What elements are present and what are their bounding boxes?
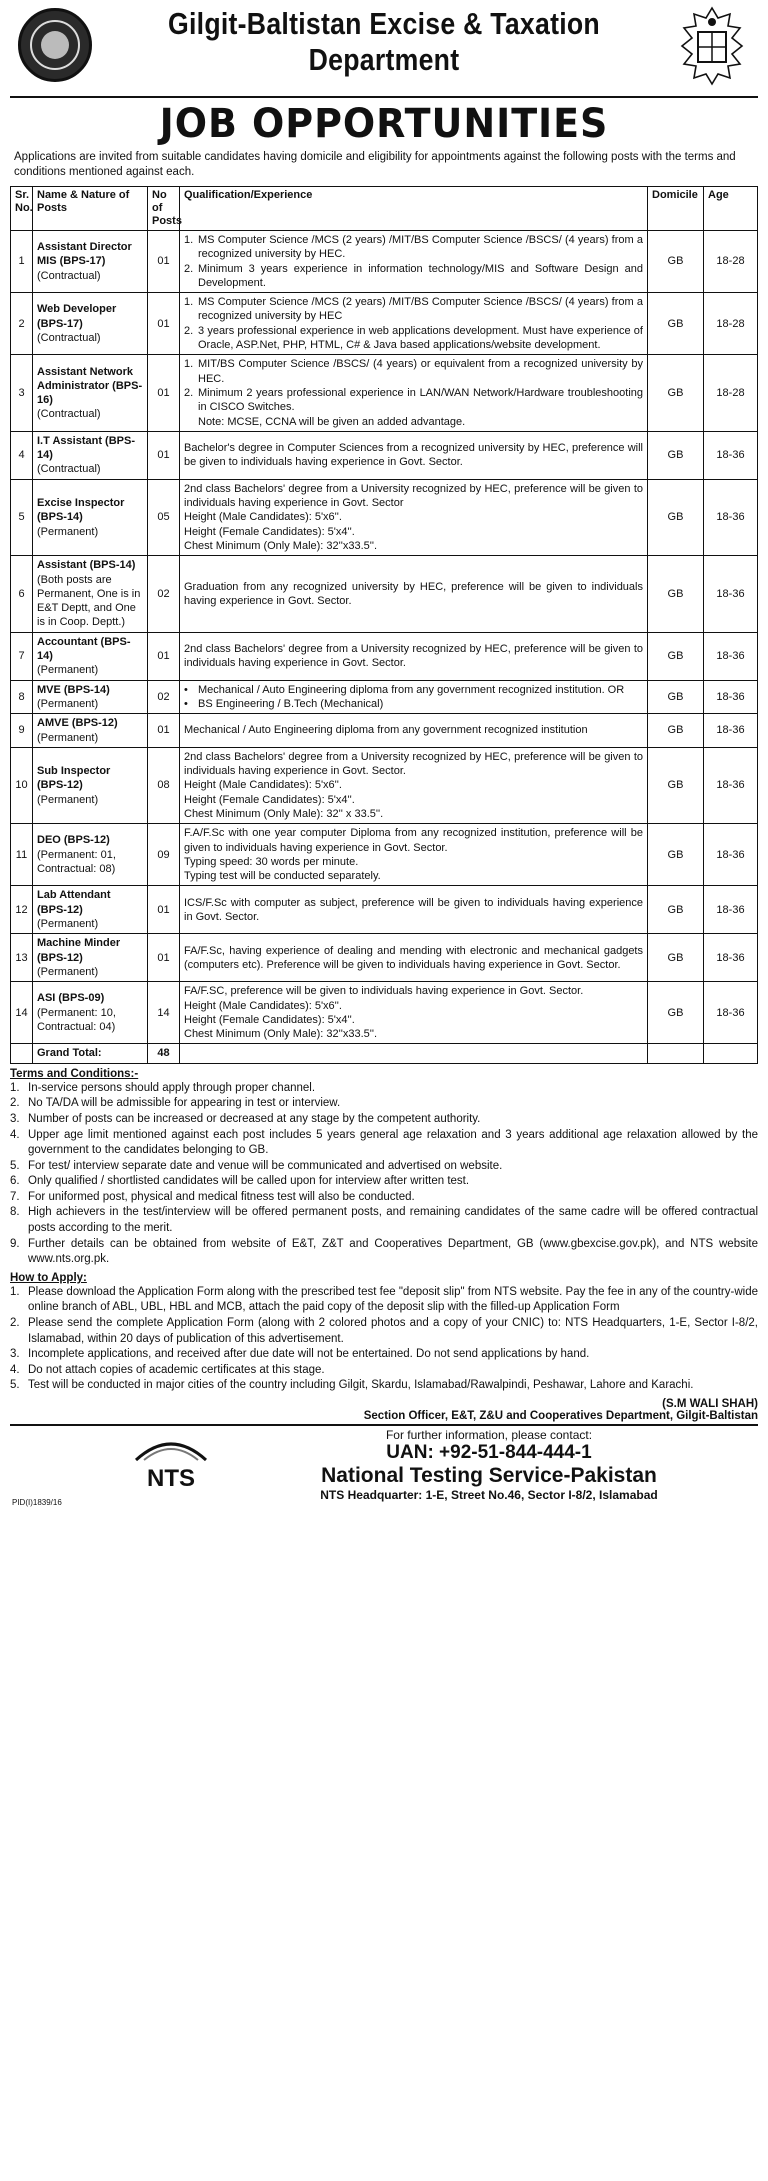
list-number: 5. bbox=[10, 1379, 20, 1392]
item-marker: 1. bbox=[184, 358, 194, 371]
qualification-line: Height (Female Candidates): 5'x4''. bbox=[184, 1013, 355, 1026]
list-text: Only qualified / shortlisted candidates will be called upon for interview after written test. bbox=[28, 1175, 470, 1188]
cell-post-name bbox=[33, 934, 148, 982]
qualification-item bbox=[184, 324, 643, 353]
post-title: Accountant (BPS-14) bbox=[37, 635, 131, 663]
cell-post-name bbox=[33, 293, 148, 355]
qualification-item bbox=[184, 233, 643, 262]
cell-age: 18-36 bbox=[704, 431, 758, 479]
post-nature: (Both posts are Permanent, One is in E&T Deptt, and One is in Coop. Deptt.) bbox=[37, 573, 141, 629]
list-item bbox=[10, 1363, 758, 1379]
list-text: Please send the complete Application Form (along with 2 colored photos and a copy of your CNIC) to: NTS Headquarters, 1-E, Sector I-8/2, Islamabad, within 20 days of publication of this advertisement. bbox=[28, 1317, 758, 1345]
cell-age: 18-36 bbox=[704, 680, 758, 714]
post-title: Assistant (BPS-14) bbox=[37, 559, 136, 572]
cell-domicile: GB bbox=[648, 824, 704, 886]
cell-age: 18-36 bbox=[704, 714, 758, 748]
cell-num-posts: 01 bbox=[148, 431, 180, 479]
cell-domicile: GB bbox=[648, 680, 704, 714]
cell-num-posts: 01 bbox=[148, 355, 180, 431]
cell-age: 18-28 bbox=[704, 355, 758, 431]
post-nature: (Contractual) bbox=[37, 463, 101, 476]
post-nature: (Permanent: 10, Contractual: 04) bbox=[37, 1006, 116, 1033]
item-text: BS Engineering / B.Tech (Mechanical) bbox=[198, 697, 384, 710]
list-text: Further details can be obtained from website of E&T, Z&T and Cooperatives Department, GB (www.gbexcise.gov.pk), and NTS website www.nts.org.pk. bbox=[28, 1237, 758, 1266]
terms-list bbox=[10, 1081, 758, 1268]
contact-label: For further information, please contact: bbox=[385, 1428, 593, 1443]
item-marker: • bbox=[184, 697, 188, 710]
cell-age: 18-28 bbox=[704, 293, 758, 355]
table-row bbox=[11, 355, 758, 431]
cell-sr: 10 bbox=[11, 747, 33, 823]
cell-sr: 4 bbox=[11, 431, 33, 479]
list-number: 8. bbox=[10, 1206, 20, 1219]
list-number: 1. bbox=[10, 1081, 20, 1094]
list-text: No TA/DA will be admissible for appearing in test or interview. bbox=[28, 1097, 341, 1110]
cell-post-name bbox=[33, 714, 148, 748]
list-number: 5. bbox=[10, 1159, 20, 1172]
cell-domicile: GB bbox=[648, 556, 704, 632]
list-item bbox=[10, 1174, 758, 1190]
item-marker: 2. bbox=[184, 324, 194, 337]
table-row bbox=[11, 680, 758, 714]
cell-num-posts: 05 bbox=[148, 479, 180, 555]
header-qualification: Qualification/Experience bbox=[180, 187, 648, 231]
qualification-item bbox=[184, 683, 643, 697]
cell-domicile: GB bbox=[648, 479, 704, 555]
list-item bbox=[10, 1378, 758, 1394]
cell-qualification bbox=[180, 431, 648, 479]
qualification-line: Height (Male Candidates): 5'x6''. bbox=[184, 999, 342, 1012]
item-text: Note: MCSE, CCNA will be given an added advantage. bbox=[198, 415, 466, 428]
item-text: Minimum 2 years professional experience in LAN/WAN Network/Hardware troubleshooting in CISCO Switches. bbox=[198, 386, 643, 414]
nts-logo-text: NTS bbox=[147, 1465, 195, 1493]
org-title bbox=[148, 6, 619, 78]
cell-sr: 2 bbox=[11, 293, 33, 355]
cell-num-posts: 08 bbox=[148, 747, 180, 823]
cell-post-name bbox=[33, 556, 148, 632]
table-row bbox=[11, 982, 758, 1044]
list-item bbox=[10, 1237, 758, 1268]
cell-qualification bbox=[180, 231, 648, 293]
list-number: 3. bbox=[10, 1112, 20, 1125]
uan-number: UAN: +92-51-844-444-1 bbox=[386, 1442, 592, 1464]
list-number: 9. bbox=[10, 1237, 20, 1250]
item-marker: 2. bbox=[184, 262, 194, 275]
table-header-row bbox=[11, 187, 758, 231]
table-row bbox=[11, 747, 758, 823]
post-title: I.T Assistant (BPS-14) bbox=[37, 434, 135, 462]
cell-sr: 13 bbox=[11, 934, 33, 982]
post-title: MVE (BPS-14) bbox=[37, 683, 110, 696]
qualification-item bbox=[184, 386, 643, 415]
cell-sr: 8 bbox=[11, 680, 33, 714]
cell-post-name bbox=[33, 632, 148, 680]
list-text: Please download the Application Form along with the prescribed test fee "deposit slip" from NTS website. Pay the fee in any of the country-wide online branch of ABL, UBL, HBL and MCB, attach the paid copy of the deposit slip with the filled-up Application Form bbox=[28, 1285, 758, 1314]
cell-num-posts: 09 bbox=[148, 824, 180, 886]
post-title: Sub Inspector (BPS-12) bbox=[37, 765, 111, 792]
cell-qualification bbox=[180, 556, 648, 632]
post-nature: (Permanent) bbox=[37, 525, 99, 538]
item-text: MS Computer Science /MCS (2 years) /MIT/BS Computer Science /BSCS/ (4 years) from a recognized university by HEC bbox=[198, 296, 643, 323]
cell-domicile: GB bbox=[648, 632, 704, 680]
terms-heading: Terms and Conditions:- bbox=[10, 1067, 139, 1080]
post-title: DEO (BPS-12) bbox=[37, 834, 110, 847]
list-number: 3. bbox=[10, 1348, 20, 1361]
table-row bbox=[11, 934, 758, 982]
cell-qualification bbox=[180, 680, 648, 714]
cell-qualification bbox=[180, 934, 648, 982]
qualification-line: Typing test will be conducted separately. bbox=[184, 870, 381, 883]
cell-sr: 6 bbox=[11, 556, 33, 632]
qualification-line: Height (Female Candidates): 5'x4''. bbox=[184, 525, 355, 538]
list-item bbox=[10, 1285, 758, 1316]
item-marker bbox=[184, 415, 198, 429]
header-age: Age bbox=[704, 187, 758, 231]
item-marker: 2. bbox=[184, 386, 194, 399]
cell-post-name bbox=[33, 231, 148, 293]
cell-post-name bbox=[33, 824, 148, 886]
cell-qualification bbox=[180, 479, 648, 555]
qualification-line: Height (Male Candidates): 5'x6''. bbox=[184, 511, 342, 524]
cell-post-name bbox=[33, 886, 148, 934]
item-marker: 1. bbox=[184, 296, 194, 309]
cell-age: 18-36 bbox=[704, 982, 758, 1044]
table-row bbox=[11, 556, 758, 632]
cell-domicile: GB bbox=[648, 934, 704, 982]
cell-num-posts: 01 bbox=[148, 934, 180, 982]
cell-domicile: GB bbox=[648, 293, 704, 355]
list-text: Do not attach copies of academic certificates at this stage. bbox=[28, 1363, 325, 1376]
list-item bbox=[10, 1347, 758, 1363]
cell-age: 18-36 bbox=[704, 934, 758, 982]
list-item bbox=[10, 1316, 758, 1347]
cell-num-posts: 01 bbox=[148, 231, 180, 293]
qualification-line: Chest Minimum (Only Male): 32''x33.5''. bbox=[184, 539, 378, 552]
qualification-line: Height (Female Candidates): 5'x4''. bbox=[184, 793, 355, 806]
grand-total-row bbox=[11, 1044, 758, 1063]
signatory-role: Section Officer, E&T, Z&U and Cooperatives Department, Gilgit-Baltistan bbox=[10, 1410, 758, 1426]
post-nature: (Contractual) bbox=[37, 269, 101, 282]
list-text: Test will be conducted in major cities of the country including Gilgit, Skardu, Islamabad/Rawalpindi, Peshawar, Lahore and Karachi. bbox=[28, 1379, 694, 1392]
list-number: 2. bbox=[10, 1097, 20, 1110]
qualification-line: FA/F.SC, preference will be given to individuals having experience in Govt. Sector. bbox=[184, 985, 584, 998]
cell-qualification bbox=[180, 293, 648, 355]
qualification-line: 2nd class Bachelors' degree from a University recognized by HEC, preference will be given to individuals having experience in Govt. Sector. bbox=[184, 642, 643, 670]
cell-num-posts: 02 bbox=[148, 680, 180, 714]
cell-qualification bbox=[180, 355, 648, 431]
qualification-line: 2nd class Bachelors' degree from a University recognized by HEC, preference will be given to individuals having experience in Govt. Sector bbox=[184, 482, 643, 510]
cell-age: 18-36 bbox=[704, 479, 758, 555]
post-nature: (Permanent) bbox=[37, 918, 99, 931]
list-number: 6. bbox=[10, 1175, 20, 1188]
signatory-name: (S.M WALI SHAH) bbox=[662, 1398, 758, 1411]
qualification-line: Chest Minimum (Only Male): 32'' x 33.5''. bbox=[184, 807, 384, 820]
cell-qualification bbox=[180, 982, 648, 1044]
list-text: In-service persons should apply through proper channel. bbox=[28, 1081, 316, 1094]
qualification-line: Height (Male Candidates): 5'x6''. bbox=[184, 779, 342, 792]
qualification-item bbox=[184, 697, 643, 711]
list-number: 2. bbox=[10, 1317, 20, 1330]
item-text: MS Computer Science /MCS (2 years) /MIT/BS Computer Science /BSCS/ (4 years) from a recognized university by HEC. bbox=[198, 234, 643, 261]
cell-post-name bbox=[33, 431, 148, 479]
cell-age: 18-36 bbox=[704, 632, 758, 680]
item-text: MIT/BS Computer Science /BSCS/ (4 years) or equivalent from a recognized university by HEC. bbox=[198, 358, 643, 385]
grand-total-value: 48 bbox=[148, 1044, 180, 1063]
cell-age: 18-36 bbox=[704, 886, 758, 934]
qualification-line: Graduation from any recognized university by HEC, preference will be given to individuals having experience in Govt. Sector. bbox=[184, 580, 643, 607]
cell-domicile: GB bbox=[648, 747, 704, 823]
qualification-line: ICS/F.Sc with computer as subject, preference will be given to individuals having experience in Govt. Sector. bbox=[184, 896, 643, 923]
cell-sr: 1 bbox=[11, 231, 33, 293]
cell-sr: 14 bbox=[11, 982, 33, 1044]
post-nature: (Permanent) bbox=[37, 793, 99, 806]
list-text: For test/ interview separate date and venue will be communicated and advertised on website. bbox=[28, 1159, 503, 1172]
cell-sr: 7 bbox=[11, 632, 33, 680]
qualification-item bbox=[184, 295, 643, 324]
cell-domicile: GB bbox=[648, 886, 704, 934]
cell-post-name bbox=[33, 982, 148, 1044]
cell-num-posts: 01 bbox=[148, 714, 180, 748]
header-domicile: Domicile bbox=[648, 187, 704, 231]
cell-domicile: GB bbox=[648, 431, 704, 479]
cell-sr: 3 bbox=[11, 355, 33, 431]
header bbox=[10, 0, 758, 98]
cell-qualification bbox=[180, 824, 648, 886]
qualification-item bbox=[184, 357, 643, 386]
posts-table-body bbox=[11, 231, 758, 1044]
cell-domicile: GB bbox=[648, 231, 704, 293]
list-item bbox=[10, 1096, 758, 1112]
excise-department-logo bbox=[18, 8, 92, 82]
post-title: Excise Inspector (BPS-14) bbox=[37, 497, 125, 524]
cell-domicile: GB bbox=[648, 982, 704, 1044]
post-title: AMVE (BPS-12) bbox=[37, 717, 118, 730]
job-opportunities-banner: JOB OPPORTUNITIES bbox=[159, 101, 609, 147]
nts-name: National Testing Service-Pakistan bbox=[321, 1464, 657, 1488]
gilgit-baltistan-emblem bbox=[672, 4, 752, 88]
qualification-item bbox=[184, 415, 643, 429]
list-number: 4. bbox=[10, 1128, 20, 1141]
nts-logo bbox=[130, 1434, 212, 1494]
cell-post-name bbox=[33, 355, 148, 431]
org-title-line2: Department bbox=[308, 42, 460, 77]
qualification-line: Mechanical / Auto Engineering diploma from any government recognized institution bbox=[184, 724, 588, 737]
list-item bbox=[10, 1205, 758, 1236]
post-nature: (Permanent) bbox=[37, 664, 99, 677]
table-row bbox=[11, 479, 758, 555]
pid-code: PID(I)1839/16 bbox=[12, 1498, 62, 1508]
cell-num-posts: 02 bbox=[148, 556, 180, 632]
cell-qualification bbox=[180, 886, 648, 934]
qualification-line: F.A/F.Sc with one year computer Diploma from any recognized institution, preference will be given to individuals having experience in Govt. Sector. bbox=[184, 827, 643, 854]
table-row bbox=[11, 714, 758, 748]
item-marker: 1. bbox=[184, 234, 194, 246]
intro-text: Applications are invited from suitable candidates having domicile and eligibility for appointments against the following posts with the terms and conditions mentioned against each. bbox=[14, 151, 736, 178]
contact-block bbox=[240, 1428, 738, 1502]
cell-sr: 9 bbox=[11, 714, 33, 748]
cell-num-posts: 01 bbox=[148, 293, 180, 355]
post-title: ASI (BPS-09) bbox=[37, 992, 105, 1005]
cell-domicile: GB bbox=[648, 355, 704, 431]
post-title: Assistant Director MIS (BPS-17) bbox=[37, 241, 132, 268]
how-to-apply-heading: How to Apply: bbox=[10, 1271, 87, 1284]
cell-post-name bbox=[33, 479, 148, 555]
list-text: Upper age limit mentioned against each post includes 5 years general age relaxation and 3 years additional age relaxation allowed by the government to the candidates belonging to GB. bbox=[28, 1128, 758, 1157]
item-marker: • bbox=[184, 683, 188, 696]
list-text: Number of posts can be increased or decreased at any stage by the competent authority. bbox=[28, 1112, 481, 1125]
qualification-item bbox=[184, 262, 643, 291]
post-nature: (Permanent: 01, Contractual: 08) bbox=[37, 848, 116, 876]
nts-address: NTS Headquarter: 1-E, Street No.46, Sector I-8/2, Islamabad bbox=[320, 1488, 658, 1503]
post-nature: (Permanent) bbox=[37, 731, 99, 744]
cell-sr: 5 bbox=[11, 479, 33, 555]
qualification-line: FA/F.Sc, having experience of dealing and mending with electronic and mechanical gadgets (computers etc). Preference will be given to individuals having experience in Govt. Sector. bbox=[184, 944, 643, 971]
posts-table bbox=[10, 186, 758, 1064]
post-nature: (Contractual) bbox=[37, 331, 101, 344]
list-text: High achievers in the test/interview will be offered permanent posts, and remaining candidates of the same cadre will be offered contractual posts according to the merit. bbox=[28, 1206, 758, 1235]
table-row bbox=[11, 632, 758, 680]
org-title-line1: Gilgit-Baltistan Excise & Taxation bbox=[168, 6, 600, 41]
header-sr: Sr. No. bbox=[11, 187, 33, 231]
table-row bbox=[11, 231, 758, 293]
list-number: 1. bbox=[10, 1285, 20, 1298]
table-row bbox=[11, 824, 758, 886]
post-title: Web Developer (BPS-17) bbox=[37, 303, 117, 330]
cell-domicile: GB bbox=[648, 714, 704, 748]
list-text: For uniformed post, physical and medical fitness test will also be conducted. bbox=[28, 1190, 415, 1203]
post-title: Lab Attendant (BPS-12) bbox=[37, 889, 111, 916]
cell-age: 18-36 bbox=[704, 747, 758, 823]
item-text: Minimum 3 years experience in information technology/MIS and Software Design and Development. bbox=[198, 262, 643, 289]
grand-total-label: Grand Total: bbox=[33, 1044, 148, 1063]
table-row bbox=[11, 293, 758, 355]
item-text: 3 years professional experience in web applications development. Must have experience of Oracle, ASP.Net, PHP, HTML, C# & Java based applications/website development. bbox=[198, 324, 643, 352]
qualification-line: Typing speed: 30 words per minute. bbox=[184, 855, 359, 868]
cell-num-posts: 01 bbox=[148, 886, 180, 934]
post-nature: (Permanent) bbox=[37, 697, 99, 710]
list-number: 4. bbox=[10, 1363, 20, 1376]
qualification-line: 2nd class Bachelors' degree from a University recognized by HEC, preference will be given to individuals having experience in Govt. Sector. bbox=[184, 750, 643, 778]
cell-qualification bbox=[180, 747, 648, 823]
qualification-line: Bachelor's degree in Computer Sciences from a recognized university by HEC, preference will be given to individuals having experience in Govt. Sector. bbox=[184, 442, 643, 469]
qualification-line: Chest Minimum (Only Male): 32''x33.5''. bbox=[184, 1028, 378, 1041]
list-item bbox=[10, 1159, 758, 1175]
cell-num-posts: 14 bbox=[148, 982, 180, 1044]
cell-age: 18-28 bbox=[704, 231, 758, 293]
cell-sr: 12 bbox=[11, 886, 33, 934]
post-nature: (Permanent) bbox=[37, 965, 99, 978]
cell-sr: 11 bbox=[11, 824, 33, 886]
header-name: Name & Nature of Posts bbox=[33, 187, 148, 231]
how-to-apply-list bbox=[10, 1285, 758, 1394]
cell-age: 18-36 bbox=[704, 824, 758, 886]
list-text: Incomplete applications, and received after due date will not be entertained. Do not send applications by hand. bbox=[28, 1348, 590, 1361]
cell-post-name bbox=[33, 680, 148, 714]
cell-post-name bbox=[33, 747, 148, 823]
table-row bbox=[11, 886, 758, 934]
list-number: 7. bbox=[10, 1190, 20, 1203]
cell-age: 18-36 bbox=[704, 556, 758, 632]
item-text: Mechanical / Auto Engineering diploma from any government recognized institution. OR bbox=[198, 683, 625, 696]
list-item bbox=[10, 1112, 758, 1128]
header-num: No of Posts bbox=[148, 187, 180, 231]
table-row bbox=[11, 431, 758, 479]
post-title: Assistant Network Administrator (BPS-16) bbox=[37, 365, 143, 407]
cell-qualification bbox=[180, 632, 648, 680]
cell-num-posts: 01 bbox=[148, 632, 180, 680]
list-item bbox=[10, 1190, 758, 1206]
cell-qualification bbox=[180, 714, 648, 748]
post-nature: (Contractual) bbox=[37, 408, 101, 421]
list-item bbox=[10, 1081, 758, 1097]
list-item bbox=[10, 1128, 758, 1159]
footer bbox=[10, 1426, 758, 1518]
post-title: Machine Minder (BPS-12) bbox=[37, 937, 121, 964]
